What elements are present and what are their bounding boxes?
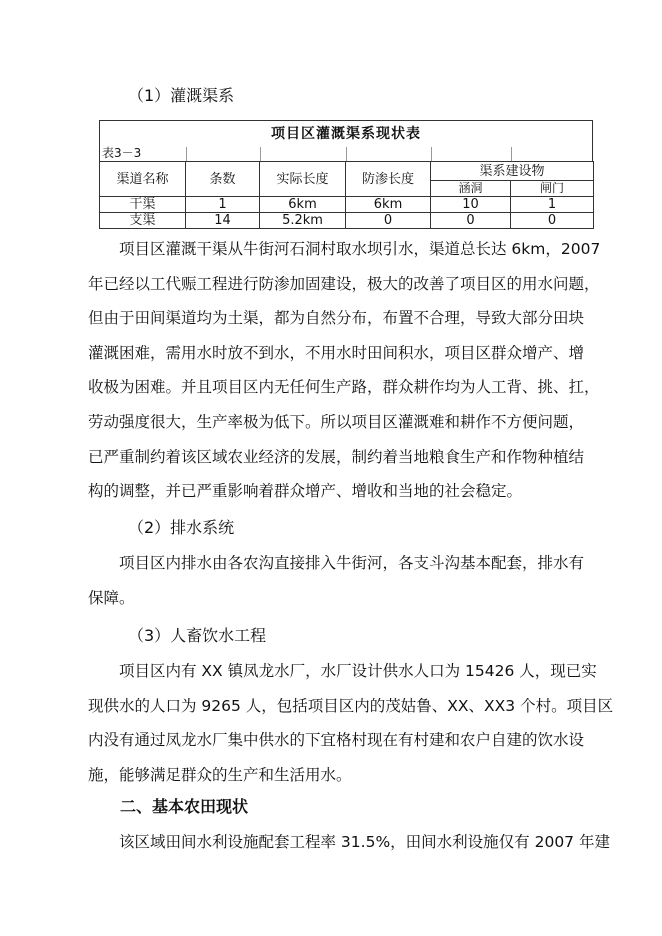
caption-grid-lines xyxy=(100,147,592,161)
text-line: 劳动强度很大，生产率极为低下。所以项目区灌溉难和耕作不方便问题， xyxy=(88,412,585,431)
text-line: 保障。 xyxy=(88,588,135,607)
section-heading-canal-system: （1）灌溉渠系 xyxy=(128,86,235,105)
col-header-name: 渠道名称 xyxy=(100,162,186,197)
col-header-gate: 闸门 xyxy=(511,181,594,197)
col-header-culvert: 涵洞 xyxy=(431,181,511,197)
table-caption-row xyxy=(99,147,593,161)
text-line: 项目区内排水由各农沟直接排入牛街河，各支斗沟基本配套，排水有 xyxy=(119,554,585,572)
table-grid xyxy=(99,161,594,229)
section-heading-drainage: （2）排水系统 xyxy=(128,518,235,537)
cell-length: 5.2km xyxy=(260,213,346,229)
text-line: 内没有通过凤龙水厂集中供水的下宜格村现在有村建和农户自建的饮水设 xyxy=(88,731,585,750)
text-line: 灌溉困难，需用水时放不到水，不用水时田间积水，项目区群众增产、增 xyxy=(88,343,585,362)
paragraph-farmland xyxy=(88,825,610,860)
cell-culvert: 0 xyxy=(431,213,511,229)
cell-lined: 0 xyxy=(346,213,431,229)
text-line: 现供水的人口为 9265 人，包括项目区内的茂姑鲁、XX、XX3 个村。项目区 xyxy=(88,696,614,715)
paragraph-drinking-water xyxy=(88,654,614,792)
table-row xyxy=(100,197,594,213)
table-title: 项目区灌溉渠系现状表 xyxy=(99,120,593,147)
text-line: 构的调整，并已严重影响着群众增产、增收和当地的社会稳定。 xyxy=(88,482,523,501)
section-heading-farmland-status: 二、基本农田现状 xyxy=(120,797,249,816)
text-line: 已严重制约着该区域农业经济的发展，制约着当地粮食生产和作物种植结 xyxy=(88,447,585,466)
col-header-length: 实际长度 xyxy=(260,162,346,197)
cell-lined: 6km xyxy=(346,197,431,213)
col-header-lined: 防渗长度 xyxy=(346,162,431,197)
text-line: 施，能够满足群众的生产和生活用水。 xyxy=(88,765,352,784)
text-line: 项目区内有 XX 镇凤龙水厂，水厂设计供水人口为 15426 人，现已实 xyxy=(119,662,597,680)
table-header-row xyxy=(100,162,594,181)
table-caption: 表3－3 xyxy=(102,146,142,160)
cell-count: 1 xyxy=(186,197,260,213)
cell-gate: 1 xyxy=(511,197,594,213)
paragraph-drainage xyxy=(88,546,588,615)
paragraph-canal xyxy=(88,232,601,509)
text-line: 收极为困难。并且项目区内无任何生产路，群众耕作均为人工背、挑、扛， xyxy=(88,378,600,397)
text-line: 年已经以工代赈工程进行防渗加固建设，极大的改善了项目区的用水问题， xyxy=(88,274,600,293)
cell-name: 支渠 xyxy=(100,213,186,229)
section-heading-drinking-water: （3）人畜饮水工程 xyxy=(128,626,267,645)
table-row xyxy=(100,213,594,229)
cell-name: 干渠 xyxy=(100,197,186,213)
cell-length: 6km xyxy=(260,197,346,213)
text-line: 项目区灌溉干渠从牛街河石洞村取水坝引水，渠道总长达 6km，2007 xyxy=(119,240,601,258)
text-line: 该区域田间水利设施配套工程率 31.5%，田间水利设施仅有 2007 年建 xyxy=(119,833,610,851)
canal-status-table xyxy=(99,120,593,229)
cell-culvert: 10 xyxy=(431,197,511,213)
col-header-structures: 渠系建设物 xyxy=(431,162,594,181)
col-header-count: 条数 xyxy=(186,162,260,197)
cell-count: 14 xyxy=(186,213,260,229)
text-line: 但由于田间渠道均为土渠，都为自然分布，布置不合理，导致大部分田块 xyxy=(88,309,585,328)
cell-gate: 0 xyxy=(511,213,594,229)
